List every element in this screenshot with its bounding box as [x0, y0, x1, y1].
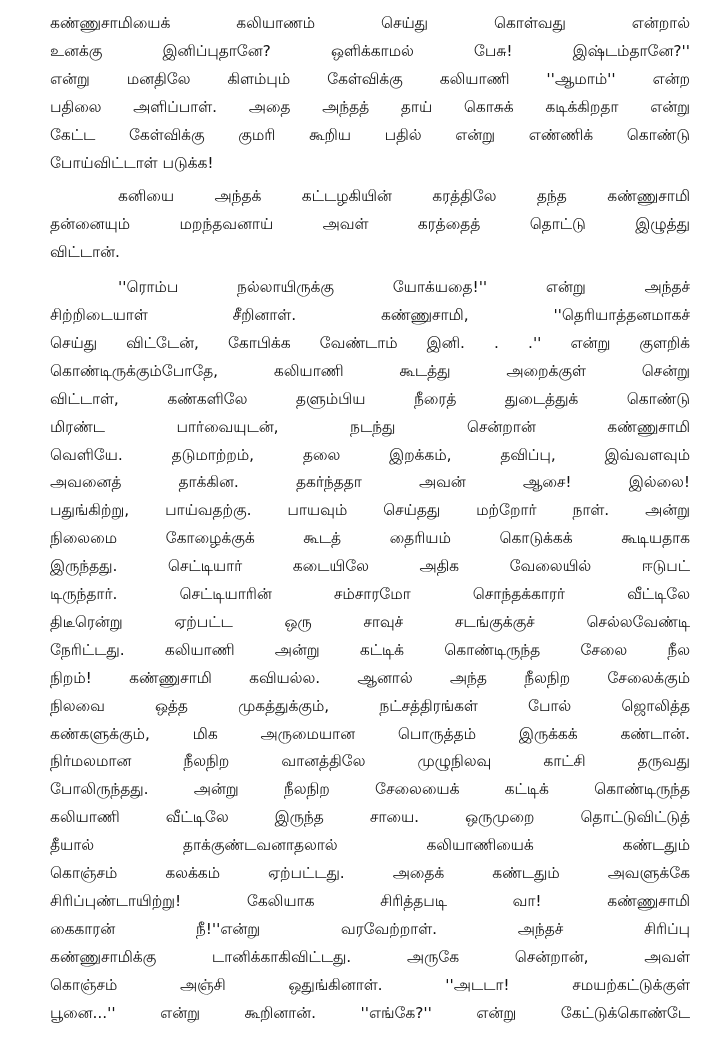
text-line: டிருந்தார். செட்டியாரின் சம்சாரமோ சொந்தக்காரர் வீட்டிலே	[50, 585, 690, 603]
text-line: விட்டாள், கண்களிலே தளும்பிய நீரைத் துடைத்துக் கொண்டு	[50, 389, 690, 408]
text-line: சிற்றிடையாள் சீறினாள். கண்ணுசாமி, ''தெரியாத்தனமாகச்	[50, 306, 690, 324]
text-line: கலியாணி வீட்டிலே இருந்த சாயை. ஒருமுறை தொட்டுவிட்டுத்	[50, 808, 690, 827]
text-line: பூனை...'' என்று கூறினான். ''எங்கே?'' என்று கேட்டுக்கொண்டே	[50, 1003, 690, 1022]
text-line: நிலைமை கோழைக்குக் கூடத் தைரியம் கொடுக்கக் கூடியதாக	[50, 529, 690, 548]
text-line: கொண்டிருக்கும்போதே, கலியாணி கூடத்து அறைக்குள் சென்று	[50, 361, 690, 380]
text-line: பதிலை அளிப்பாள். அதை அந்தத் தாய் கொசுக் கடிக்கிறதா என்று	[50, 97, 690, 116]
text-line: தன்னையும் மறந்தவனாய் அவள் கரத்தைத் தொட்டு இழுத்து	[50, 215, 690, 234]
text-line: கண்ணுசாமிக்கு டானிக்காகிவிட்டது. அருகே சென்றான், அவள்	[50, 947, 690, 966]
text-line: தீயால் தாக்குண்டவனாதலால் கலியாணியைக் கண்டதும்	[50, 836, 690, 855]
text-line: மிரண்ட பார்வையுடன், நடந்து சென்றான் கண்ணுசாமி	[50, 417, 690, 436]
text-line: நிறம்! கண்ணுசாமி கவியல்ல. ஆனால் அந்த நீலநிற சேலைக்கும்	[50, 668, 690, 687]
text-line: அவனைத் தாக்கின. தகர்ந்ததா அவன் ஆசை! இல்லை!	[50, 473, 690, 492]
text-line: கொஞ்சம் அஞ்சி ஒதுங்கினாள். ''அடடா! சமயற்கட்டுக்குள்	[50, 975, 690, 994]
text-line: வெளியே. தடுமாற்றம், தலை இறக்கம், தவிப்பு, இவ்வளவும்	[50, 445, 690, 464]
text-line: கனியை அந்தக் கட்டழகியின் கரத்திலே தந்த கண்ணுசாமி	[118, 187, 690, 206]
text-line: என்று மனதிலே கிளம்பும் கேள்விக்கு கலியாணி ''ஆமாம்'' என்ற	[50, 69, 690, 88]
text-line: ''ரொம்ப நல்லாயிருக்கு யோக்யதை!'' என்று அந்தச்	[118, 278, 690, 297]
text-line: பதுங்கிற்று, பாய்வதற்கு. பாயவும் செய்தது மற்றோர் நாள். அன்று	[50, 501, 690, 520]
text-line: நிர்மலமான நீலநிற வானத்திலே முழுநிலவு காட்சி தருவது	[50, 752, 690, 771]
text-line: கண்ணுசாமியைக் கலியாணம் செய்து கொள்வது என்றால்	[50, 14, 690, 32]
text-line: சிரிப்புண்டாயிற்று! கேலியாக சிரித்தபடி வா! கண்ணுசாமி	[50, 891, 690, 910]
text-line: இருந்தது. செட்டியார் கடையிலே அதிக வேலையில் ஈடுபட்	[50, 557, 690, 576]
text-line: போலிருந்தது. அன்று நீலநிற சேலையைக் கட்டிக் கொண்டிருந்த	[50, 780, 690, 799]
text-line: போய்விட்டாள் படுக்க!	[50, 153, 214, 172]
text-line: திடீரென்று ஏற்பட்ட ஒரு சாவுச் சடங்குக்குச் செல்லவேண்டி	[50, 612, 690, 631]
text-line: விட்டான்.	[50, 243, 120, 262]
text-line: கொஞ்சம் கலக்கம் ஏற்பட்டது. அதைக் கண்டதும் அவளுக்கே	[50, 864, 690, 882]
text-line: நிலவை ஒத்த முகத்துக்கும், நட்சத்திரங்கள் போல் ஜொலித்த	[50, 696, 690, 715]
text-line: உனக்கு இனிப்புதானே? ஒளிக்காமல் பேசு! இஷ்டம்தானே?''	[50, 41, 690, 60]
text-line: கண்களுக்கும், மிக அருமையான பொருத்தம் இருக்கக் கண்டான்.	[50, 724, 690, 743]
text-line: கேட்ட கேள்விக்கு குமரி கூறிய பதில் என்று எண்ணிக் கொண்டு	[50, 125, 690, 144]
text-line: நேரிட்டது. கலியாணி அன்று கட்டிக் கொண்டிருந்த சேலை நீல	[50, 640, 690, 659]
text-line: கைகாரன் நீ!''என்று வரவேற்றாள். அந்தச் சிரிப்பு	[50, 919, 690, 938]
text-line: செய்து விட்டேன், கோபிக்க வேண்டாம் இனி. . .'' என்று குளறிக்	[50, 333, 690, 352]
